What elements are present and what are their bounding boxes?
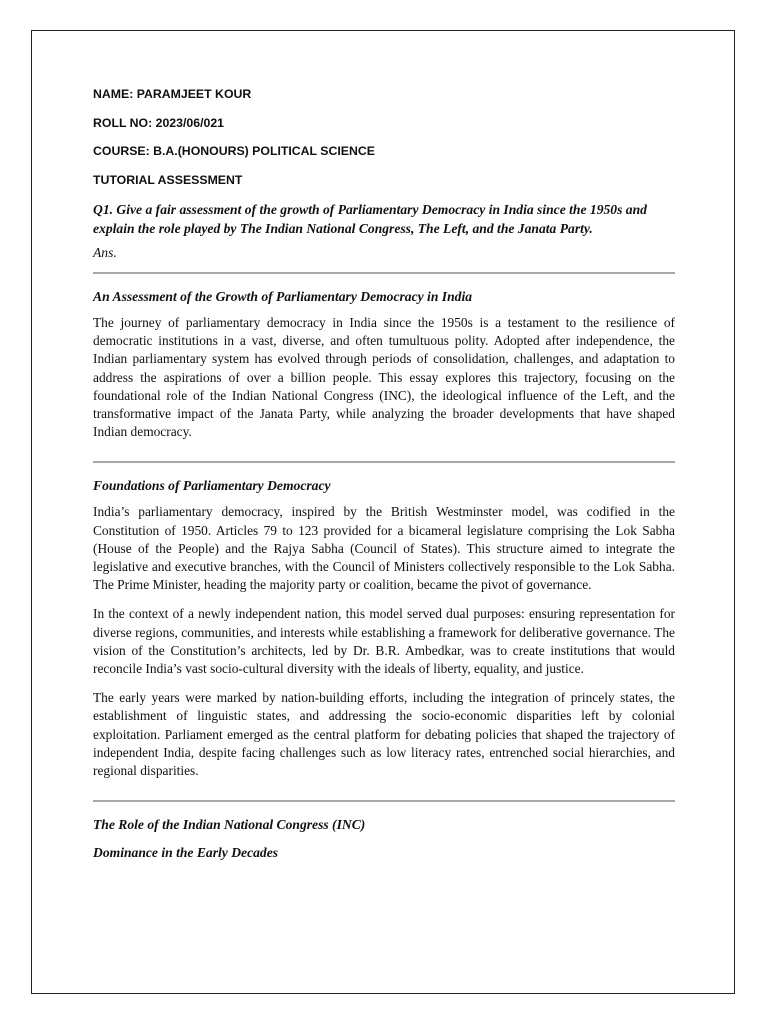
section-heading-assessment: An Assessment of the Growth of Parliamentary Democracy in India [93, 289, 473, 304]
section-heading-foundations: Foundations of Parliamentary Democracy [93, 478, 331, 494]
course-name: COURSE: B.A.(HONOURS) POLITICAL SCIENCE [93, 144, 375, 158]
paragraph: India’s parliamentary democracy, inspired by the British Westminster model, was codified in the Constitution of 1950. Articles 79 to 123 provided for a bicameral legislature comprising the Lok Sabha (House of the People) and the Rajya Sabha (Council of States). This structure aimed to integrate the legislative and executive branches, with the Council of Ministers collectively responsible to the Lok Sabha. The Prime Minister, heading the majority party or coalition, became the pivot of governance. [93, 504, 675, 593]
section-divider [93, 272, 675, 274]
roll-number: ROLL NO: 2023/06/021 [93, 115, 225, 130]
subsection-heading-dominance: Dominance in the Early Decades [93, 845, 279, 861]
paragraph: In the context of a newly independent nation, this model served dual purposes: ensuring representation for diverse regions, communities, and interests while establishing a framework for deliberative governance. The vision of the Constitution’s architects, led by Dr. B.R. Ambedkar, was to create institutions that would reconcile India’s vast socio-cultural diversity with the ideals of liberty, equality, and justice. [93, 606, 675, 677]
student-name: NAME: PARAMJEET KOUR [93, 87, 252, 101]
section-divider [93, 800, 675, 802]
paragraph: The early years were marked by nation-building efforts, including the integration of princely states, the establishment of linguistic states, and addressing the socio-economic disparities left by colonial exploitation. Parliament emerged as the central platform for debating policies that shaped the trajectory of independent India, despite facing challenges such as low literacy rates, entrenched social hierarchies, and regional disparities. [93, 690, 675, 779]
answer-label: Ans. [93, 245, 117, 260]
document-body [93, 86, 675, 870]
section-divider [93, 461, 675, 463]
assessment-type: TUTORIAL ASSESSMENT [93, 172, 243, 187]
paragraph: The journey of parliamentary democracy in India since the 1950s is a testament to the resilience of democratic institutions in a vast, diverse, and often tumultuous polity. Adopted after independence, the Indian parliamentary system has evolved through periods of consolidation, challenges, and adaptation to address the aspirations of over a billion people. This essay explores this trajectory, focusing on the foundational role of the Indian National Congress (INC), the ideological influence of the Left, and the transformative impact of the Janata Party, while analyzing the broader developments that have shaped Indian democracy. [93, 315, 675, 440]
question-text: Q1. Give a fair assessment of the growth of Parliamentary Democracy in India since the 1950s and explain the role played by The Indian National Congress, The Left, and the Janata Party. [93, 202, 647, 236]
section-heading-inc: The Role of the Indian National Congress (INC) [93, 817, 366, 833]
